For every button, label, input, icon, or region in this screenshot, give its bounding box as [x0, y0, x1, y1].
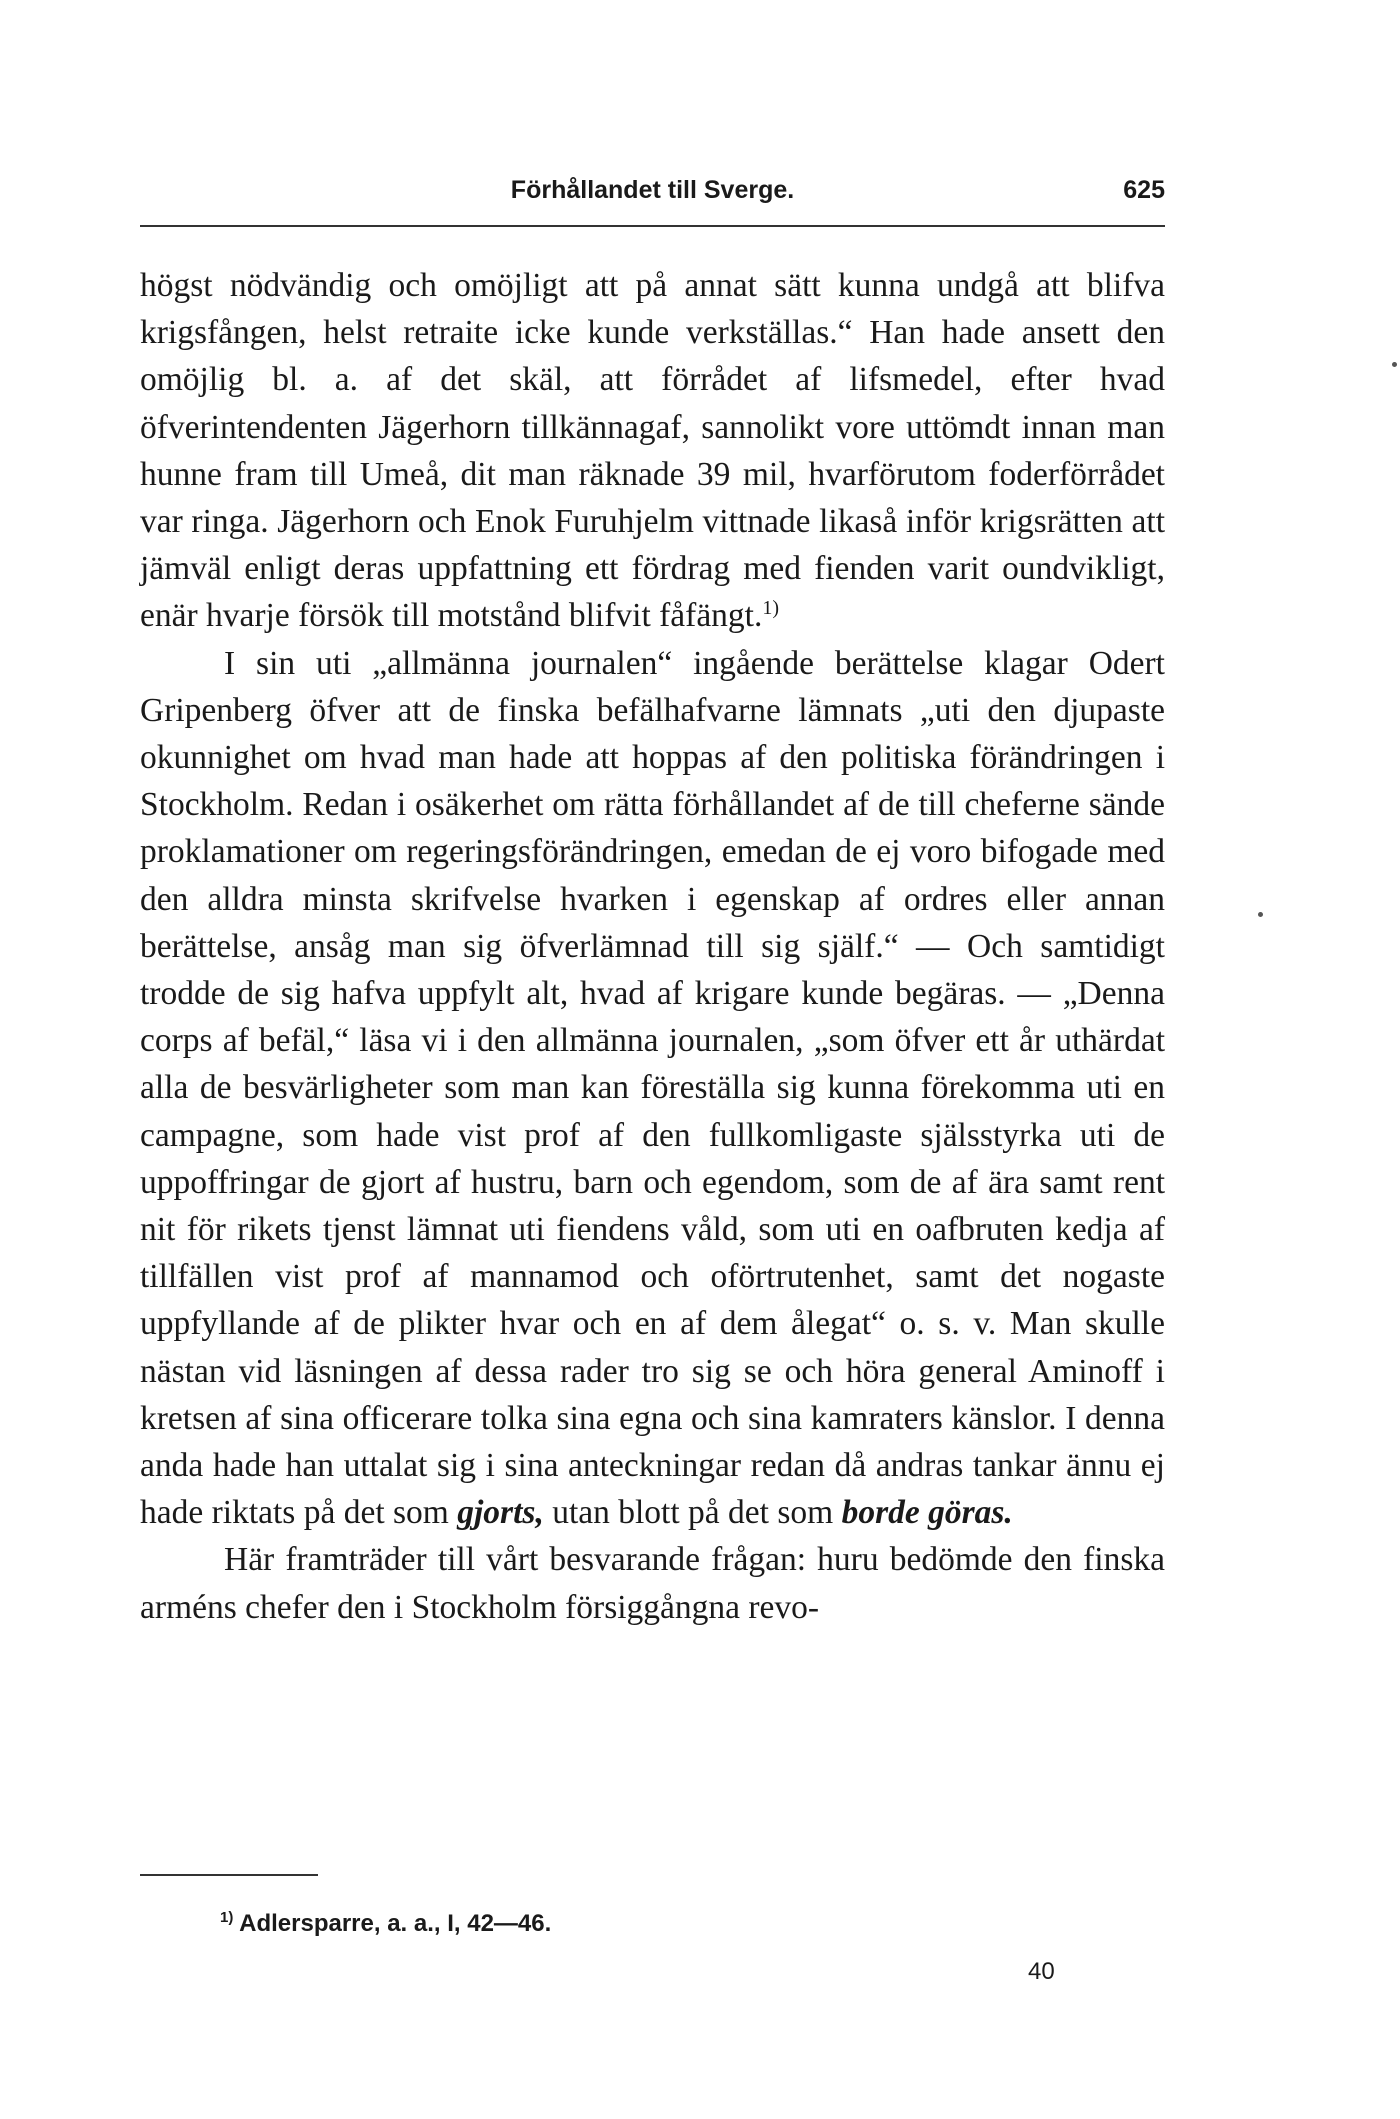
footnote-mark: 1) — [220, 1909, 234, 1926]
header-rule — [140, 225, 1165, 227]
footnote-reference: 1) — [762, 597, 780, 620]
page-number: 625 — [1123, 176, 1165, 204]
paragraph-2 — [140, 640, 1165, 1537]
paragraph-2-mid: utan blott på det som — [552, 1494, 834, 1532]
paragraph-1-text: högst nödvändig och omöjligt att på annat sätt kunna undgå att blifva krigsfången, helst retraite icke kunde verkställas.“ Han hade ansett den omöjlig bl. a. af det skäl, att förrådet af lifsmedel, efter hvad öfverintendenten Jägerhorn tillkännagaf, sannolikt vore uttömdt innan man hunne fram till Umeå, dit man räknade 39 mil, hvarförutom foderförrådet var ringa. Jägerhorn och Enok Furuhjelm vittnade likaså inför krigsrätten att jämväl enligt deras uppfattning ett fördrag med fienden varit oundvikligt, enär hvarje försök till motstånd blifvit fåfängt. — [140, 267, 1165, 635]
print-speck — [1392, 362, 1397, 367]
footnote — [220, 1910, 551, 1938]
paragraph-3 — [140, 1536, 1165, 1630]
paragraph-2-text: I sin uti „allmänna journalen“ ingående berättelse klagar Odert Gripenberg öfver att de finska befälhafvarne lämnats „uti den djupaste okunnighet om hvad man hade att hoppas af den politiska förändringen i Stockholm. Redan i osäkerhet om rätta förhållandet af de till cheferne sände proklamationer om regeringsförändringen, emedan de ej voro bifogade med den alldra minsta skrifvelse hvarken i egenskap af ordres eller annan berättelse, ansåg man sig öfverlämnad till sig själf.“ — Och samtidigt trodde de sig hafva uppfylt alt, hvad af krigare kunde begäras. — „Denna corps af befäl,“ läsa vi i den allmänna journalen, „som öfver ett år uthärdat alla de besvärligheter som man kan föreställa sig kunna förekomma uti en campagne, som hade vist prof af den fullkomligaste själsstyrka uti de uppoffringar de gjort af hustru, barn och egendom, som de af ära samt rent nit för rikets tjenst lämnat uti fiendens våld, som uti en oafbruten kedja af tillfällen vist prof af mannamod och oförtrutenhet, samt det nogaste uppfyllande af de plikter hvar och en af dem ålegat“ o. s. v. Man skulle nästan vid läsningen af dessa rader tro sig se och höra general Aminoff i kretsen af sina officerare tolka sina egna och sina kamraters känslor. I denna anda hade han uttalat sig i sina anteckningar redan då andras tankar ännu ej hade riktats på det som — [140, 644, 1165, 1532]
print-speck — [1258, 912, 1263, 917]
paragraph-3-text: Här framträder till vårt besvarande frågan: huru bedömde den finska arméns chefer den i Stockholm försiggångna revo- — [140, 1541, 1165, 1626]
emphasis-gjorts: gjorts, — [457, 1494, 544, 1532]
running-title: Förhållandet till Sverge. — [510, 176, 795, 204]
running-head — [140, 176, 1165, 216]
footnote-text: Adlersparre, a. a., I, 42—46. — [239, 1910, 552, 1937]
footnote-rule — [140, 1874, 318, 1876]
paragraph-1 — [140, 262, 1165, 640]
emphasis-borde-goras: borde göras. — [841, 1494, 1013, 1532]
signature-mark: 40 — [1028, 1958, 1055, 1985]
body-text — [140, 262, 1165, 1631]
